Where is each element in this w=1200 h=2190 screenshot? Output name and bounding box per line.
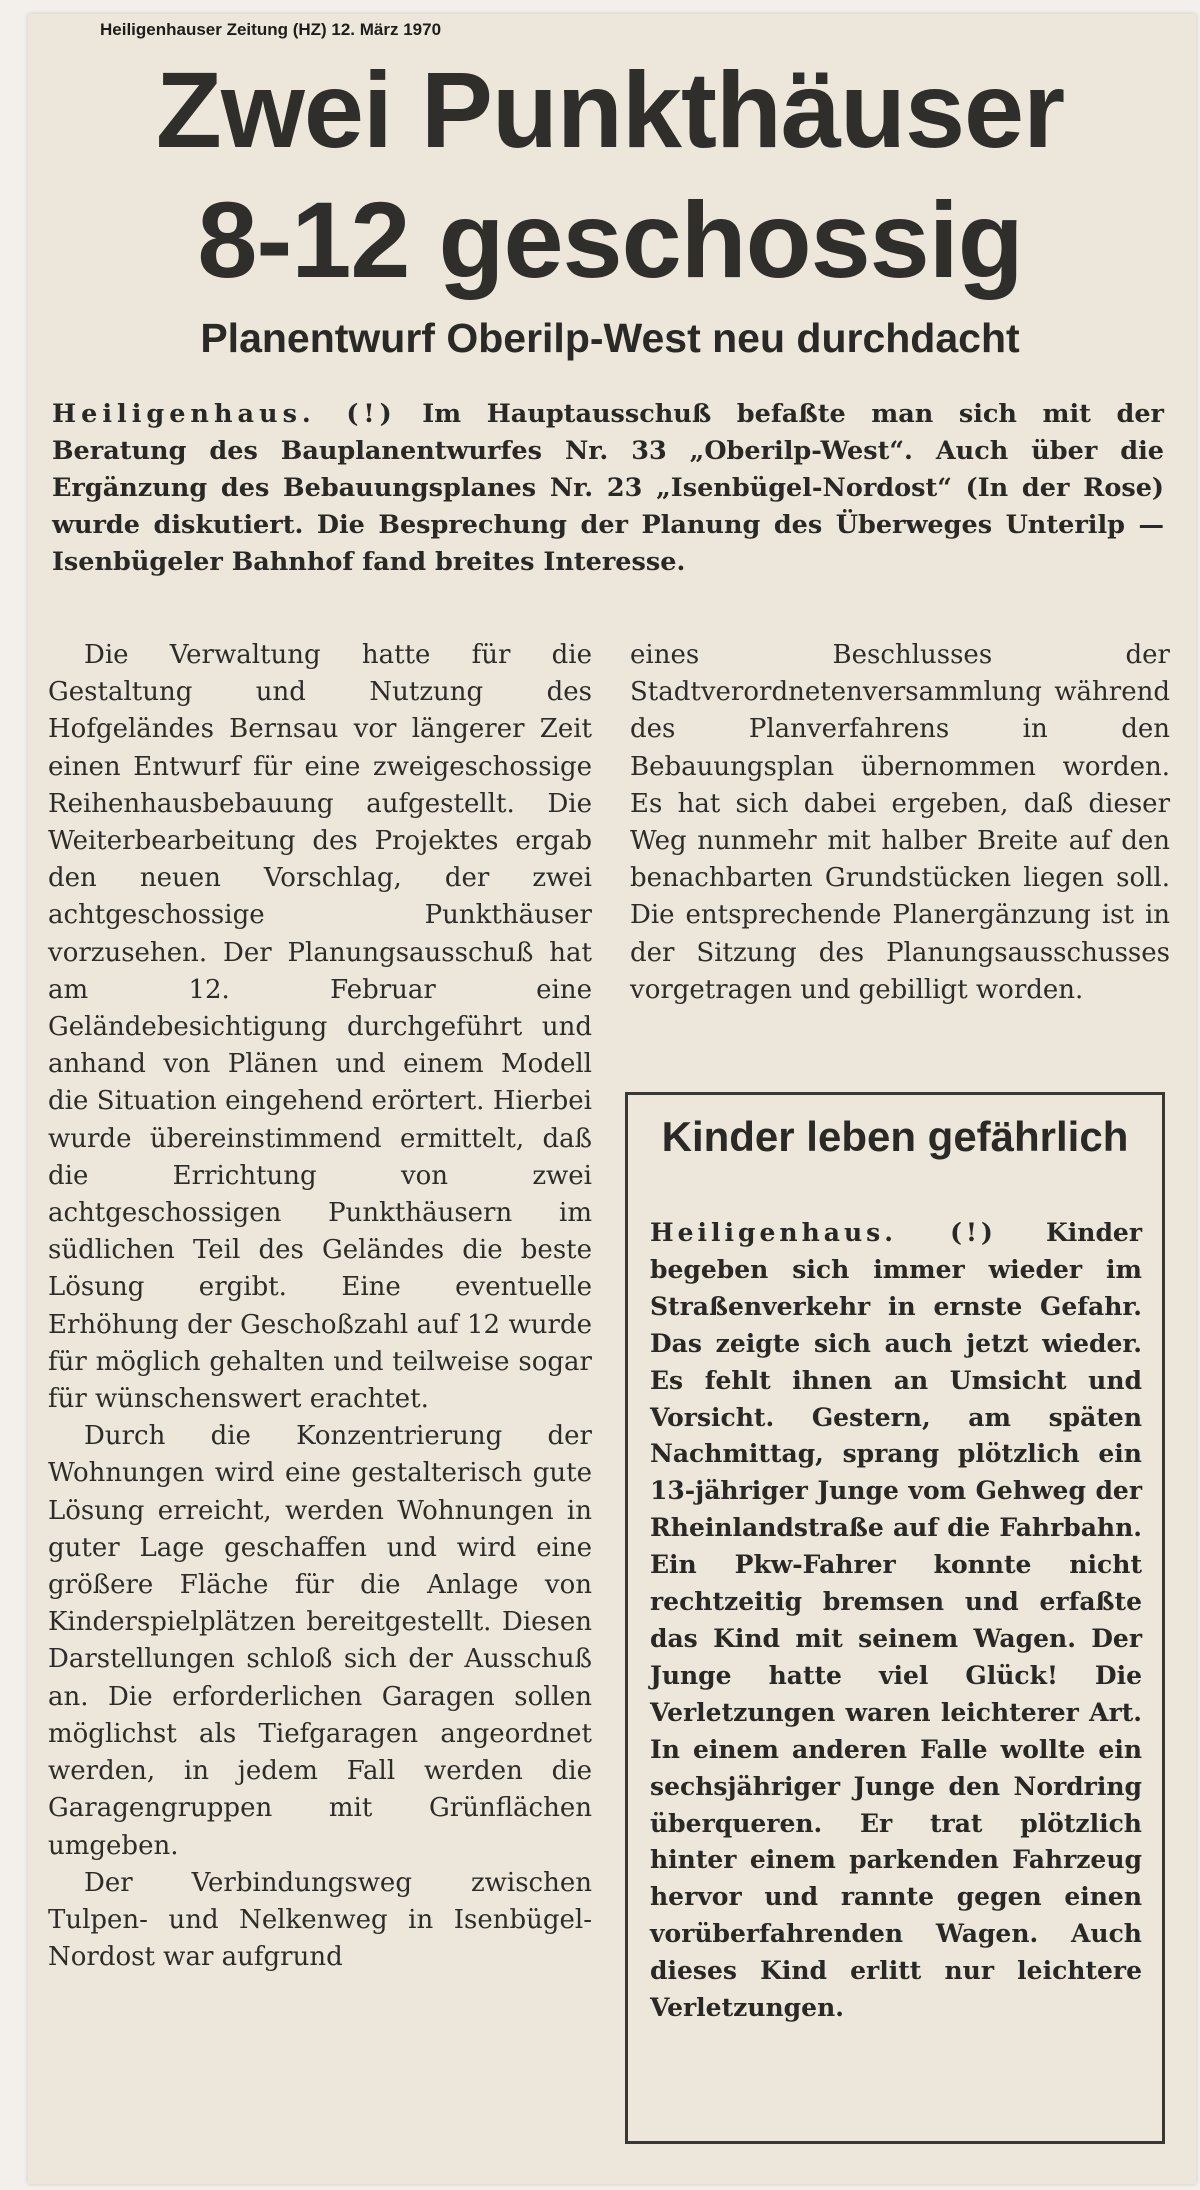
lead-paragraph [52,396,1164,581]
headline-line-2: 8-12 geschossig [197,179,1023,300]
lead-text: Im Hauptausschuß befaßte man sich mit der Beratung des Bauplanentwurfes Nr. 33 „Oberilp-West“. Auch über die Ergänzung des Bebauungsplanes Nr. 23 „Isenbügel-Nordost“ (In der Rose) wurde diskutiert. Die Besprechung der Planung des Überweges Unterilp — Isenbügeler Bahnhof fand breites Interesse. [52,399,1164,577]
body-paragraph-1: Die Verwaltung hatte für die Gestaltung und Nutzung des Hofgeländes Bernsau vor längerer Zeit einen Entwurf für eine zweigeschossige Reihenhausbebauung aufgestellt. Die Weiterbearbeitung des Projektes ergab den neuen Vorschlag, der zwei achtgeschossige Punkthäuser vorzusehen. Der Planungsausschuß hat am 12. Februar eine Geländebesichtigung durchgeführt und anhand von Plänen und einem Modell die Situation eingehend erörtert. Hierbei wurde übereinstimmend ermittelt, daß die Errichtung von zwei achtgeschossigen Punkthäusern im südlichen Teil des Geländes die beste Lösung ergibt. Eine eventuelle Erhöhung der Geschoßzahl auf 12 wurde für möglich gehalten und teilweise sogar für wünschenswert erachtet. [48,640,592,1415]
body-paragraph-3-continued: eines Beschlusses der Stadtverordnetenversammlung während des Planverfahrens in den Bebauungsplan übernommen worden. Es hat sich dabei ergeben, daß dieser Weg nunmehr mit halber Breite auf den benachbarten Grundstücken liegen soll. Die entsprechende Planergänzung ist in der Sitzung des Planungsausschusses vorgetragen und gebilligt worden. [630,640,1170,1005]
article-column-left [48,637,592,1976]
source-line: Heiligenhauser Zeitung (HZ) 12. März 1970 [100,20,442,39]
body-paragraph-2: Durch die Konzentrierung der Wohnungen wird eine gestalterisch gute Lösung erreicht, werden Wohnungen in guter Lage geschaffen und wird eine größere Fläche für die Anlage von Kinderspielplätzen bereitgestellt. Diesen Darstellungen schloß sich der Ausschuß an. Die erforderlichen Garagen sollen möglichst als Tiefgaragen angeordnet werden, in jedem Fall werden die Garagengruppen mit Grünflächen umgeben. [48,1421,592,1861]
sidebar-box [625,1092,1165,2144]
sidebar-dateline: Heiligenhaus. (!) [650,1218,997,1247]
lead-dateline: Heiligenhaus. (!) [52,399,397,429]
sidebar-title: Kinder leben gefährlich [661,1113,1129,1160]
headline-line-1: Zwei Punkthäuser [155,49,1065,170]
subheadline: Planentwurf Oberilp-West neu durchdacht [200,315,1020,361]
article-column-right [630,637,1170,1009]
body-paragraph-3: Der Verbindungsweg zwischen Tulpen- und Nelkenweg in Isenbügel-Nordost war aufgrund [48,1867,592,1973]
sidebar-body [650,1215,1142,2027]
sidebar-text: Kinder begeben sich immer wieder im Straßenverkehr in ernste Gefahr. Das zeigte sich auch jetzt wieder. Es fehlt ihnen an Umsicht und Vorsicht. Gestern, am späten Nachmittag, sprang plötzlich ein 13-jähriger Junge vom Gehweg der Rheinlandstraße auf die Fahrbahn. Ein Pkw-Fahrer konnte nicht rechtzeitig bremsen und erfaßte das Kind mit seinem Wagen. Der Junge hatte viel Glück! Die Verletzungen waren leichterer Art. In einem anderen Falle wollte ein sechsjähriger Junge den Nordring überqueren. Er trat plötzlich hinter einem parkenden Fahrzeug hervor und rannte gegen einen vorüberfahrenden Wagen. Auch dieses Kind erlitt nur leichtere Verletzungen. [650,1218,1142,2023]
